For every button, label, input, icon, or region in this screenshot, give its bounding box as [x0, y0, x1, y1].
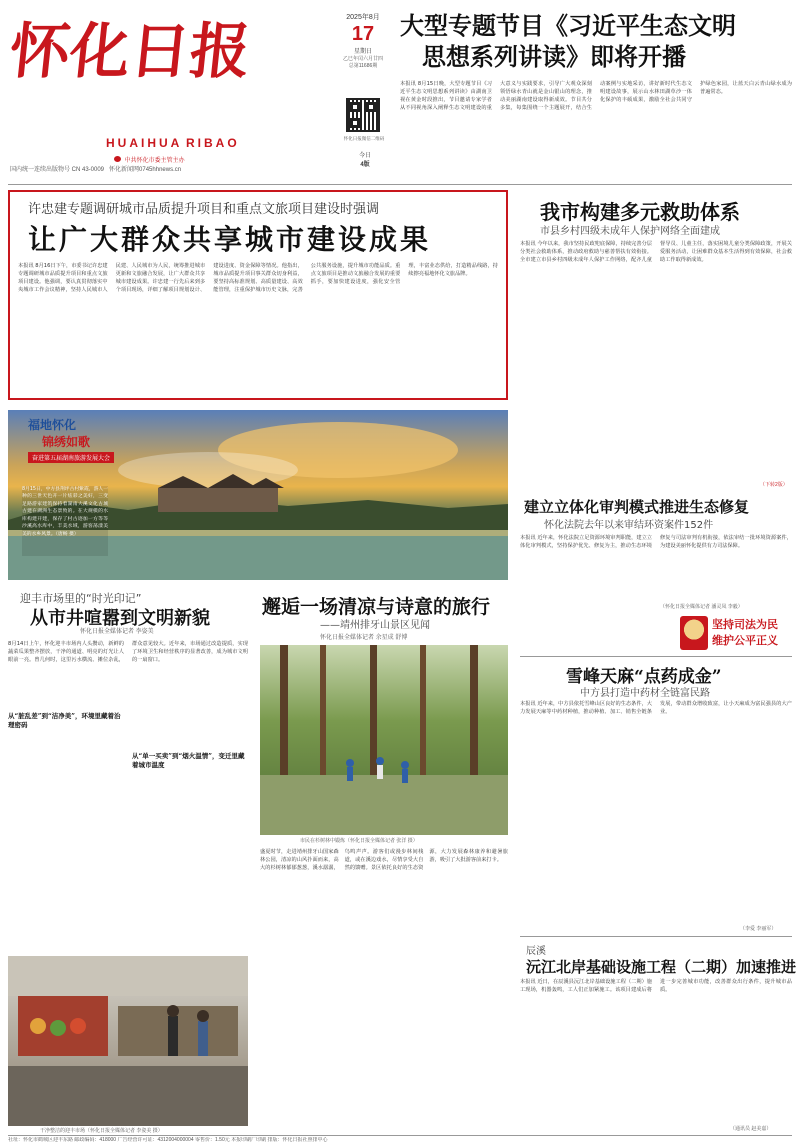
footer-rule — [8, 1135, 792, 1136]
market-title: 从市井喧嚣到文明新貌 — [30, 608, 210, 629]
lead-kicker: 许忠建专题调研城市品质提升项目和重点文旅项目建设时强调 — [28, 202, 380, 217]
chenxi-kicker: 辰溪 — [526, 946, 546, 957]
publisher-line: 中共怀化市委主管主办 — [114, 156, 185, 165]
medicine-body: 本报讯 近年来，中方县依托雪峰山区良好的生态条件，大力发展天麻等中药材种植，推动种植、加工、销售全链条发展，带动群众增收致富，让小天麻成为富民强县的大产业。 — [520, 701, 792, 716]
publisher-icon — [114, 156, 121, 162]
forest-illustration — [260, 645, 508, 835]
forest-photo — [260, 645, 508, 835]
court-byline: （怀化日报全媒体记者 潘灵凤 李毅） — [660, 604, 743, 610]
top-story-title-2: 思想系列讲读》即将开播 — [422, 42, 686, 72]
market-illustration — [8, 956, 248, 1126]
top-story-body: 本报讯 8月15日晚，大型专题节目《习近平生态文明思想系列讲读》由湖南卫视在黄金时段推出，节目邀请专家学者从不同视角深入阐释生态文明建设的重大意义与实践要求，引导广大观众深刻领悟绿水青山就是金山银山的理念，推动美丽湖南建设取得新成效。节目共分多集，每集围绕一个主题展开，结合生动案例与实地采访，讲好新时代生态文明建设故事，展示山水林田湖草沙一体化保护的丰硕成果，激励全社会共同守护绿色家园，让蓝天白云青山绿水成为普遍常态。 — [400, 81, 792, 112]
date-day: 17 — [351, 23, 375, 45]
market-kicker: 迎丰市场里的“时光印记” — [20, 592, 142, 605]
date-issue: 总第11686期 — [348, 63, 378, 69]
masthead-pinyin-left: HUAIHUA — [106, 136, 183, 150]
market-sub1: 从“脏乱差”到“洁净美”，环境里藏着治理密码 — [8, 712, 121, 730]
qr-caption: 怀化日报微信二维码 — [343, 136, 385, 141]
market-sub2: 从“单一买卖”到“烟火温情”，变迁里藏着城市温度 — [132, 752, 245, 770]
photo-caption: 8月15日，中方县荆坪古村紫霞，游人一种的三世天色开一片炫彩之美好，三变足路游家建筑保持着湖南大溪文化古城古建在湖洲生态景致的。在大规模的水库构建开建，保存了村古迹加一方等等沙溪高水库中，丰美水域，游客荡漾美美的水乡风景。（唐畅 摄） — [22, 486, 108, 556]
date-block — [338, 12, 388, 92]
market-byline: 怀化日报全媒体记者 李姿美 — [80, 629, 154, 635]
masthead-logo: 怀化日报 — [6, 17, 254, 87]
travel-body: 盛夏时节，走进靖州排牙山国家森林公园，清凉的山风扑面而来，高大的杉树林郁郁葱葱，溪水潺潺，鸟鸣声声。游客们或漫步林间栈道，或在溪边戏水，尽情享受大自然的馈赠。景区依托良好的生态资源，大力发展森林康养和避暑旅游，吸引了大批游客前来打卡。 — [260, 849, 508, 872]
masthead-pinyin-right: RIBAO — [186, 136, 240, 150]
divider — [520, 936, 792, 937]
date-lunar: 乙巳年闰六月廿四 — [342, 56, 383, 62]
today-box: 今日 4版 — [358, 153, 371, 168]
top-story — [400, 10, 792, 72]
medicine-subtitle: 中方县打造中药材全链富民路 — [580, 688, 710, 699]
medicine-byline: （李爱 李丽军） — [740, 926, 777, 932]
medicine-title: 雪峰天麻“点药成金” — [566, 667, 722, 687]
cn-line: 国内统一连续出版物号 CN 43-0009 怀化新闻网0745hhnews.cn — [10, 167, 182, 173]
court-emblem-icon — [680, 616, 708, 650]
qr-code — [346, 98, 380, 132]
chenxi-body: 本报讯 近日，在辰溪县沅江北岸基础设施工程（二期）施工现场，机器轰鸣，工人们正加紧施工。该项目建成后将进一步完善城市功能，改善群众出行条件，提升城市品质。 — [520, 979, 792, 994]
photo-banner: 福地怀化 锦绣如歌 奋进第五届湖南旅游发展大会 — [28, 416, 114, 463]
landscape-photo — [8, 410, 508, 580]
travel-subtitle: ——靖州排牙山景区见闻 — [320, 620, 430, 631]
travel-byline: 怀化日报全媒体记者 余星成 舒博 — [320, 635, 408, 641]
footer-text: 社址：怀化市鹤城区迎丰东路 邮政编码：418000 广告经营许可证：4312004000004 零售价：1.50元 本报印刷厂印刷 排版：怀化日报社照排中心 — [8, 1137, 328, 1143]
lead-body: 本报讯 8月16日下午，市委书记许忠建专题调研城市品质提升项目和重点文旅项目建设。他强调，要认真贯彻落实中央城市工作会议精神，坚持人民城市人民建、人民城市为人民，统筹推进城市更新和文旅融合发展，让广大群众共享城市建设成果。许忠建一行先后来到多个项目现场，详细了解项目规划设计、建设进度、资金保障等情况。他指出，城市品质提升项目事关群众切身利益，要坚持高标准规划、高质量建设、高效能管理，注重保护城市历史文脉，完善公共服务设施，提升城市功能品质。重点文旅项目是推动文旅融合发展的重要抓手，要加快建设进度，强化安全管理，丰富业态供给，打造精品线路，持续擦亮福地怀化文旅品牌。 — [18, 263, 498, 294]
rescue-subtitle: 市县乡村四级未成年人保护网络全面建成 — [540, 226, 720, 237]
market-photo — [8, 956, 248, 1126]
travel-photo-caption: 市民在杉树林中锻炼（怀化日报全媒体记者 张洋 摄） — [300, 838, 418, 844]
top-story-title-1: 大型专题节目《习近平生态文明 — [400, 11, 736, 40]
chenxi-title: 沅江北岸基础设施工程（二期）加速推进 — [526, 958, 797, 976]
market-body: 8月14日上午，怀化迎丰市场内人头攒动，新鲜的蔬菜瓜果整齐摆放，干净的通道、明亮的灯光让人眼前一亮。曾几何时，这里污水横流、摊位杂乱，群众意见较大。近年来，市场通过改造提质，实现了环境卫生和经营秩序的显著改善，成为城市文明的一扇窗口。 — [8, 641, 248, 664]
court-body: 本报讯 近年来，怀化法院立足资源环境审判职能，建立立体化审判模式，坚持保护优先、修复为主，推动生态环境修复与司法审判有机衔接，依法审结一批环境资源案件，为建设美丽怀化提供有力司法保障。 — [520, 535, 792, 550]
market-photo-caption: 干净整洁的迎丰市场（怀化日报全媒体记者 李姿美 摄） — [40, 1128, 163, 1134]
rescue-body: 本报讯 今年以来，我市坚持民政兜底保障，持续完善分层分类社会救助体系，推动政府救助与慈善帮扶有效衔接。全市建立市县乡村四级未成年人保护工作网络，配齐儿童督导员、儿童主任，落实困境儿童分类保障政策，开展关爱服务活动，让困难群众基本生活得到有效保障，社会救助工作取得新成效。 — [520, 241, 792, 264]
divider — [520, 656, 792, 657]
lead-story-box — [8, 190, 508, 400]
court-title: 建立立体化审判模式推进生态修复 — [524, 498, 750, 516]
court-subtitle: 怀化法院去年以来审结环资案件152件 — [544, 520, 714, 531]
rescue-continued: （下转2版） — [760, 482, 788, 488]
date-year-month: 2025年8月 — [346, 14, 380, 21]
lead-title: 让广大群众共享城市建设成果 — [28, 223, 432, 256]
chenxi-byline: （通讯员 赵美嘉） — [730, 1126, 772, 1132]
divider — [8, 184, 792, 185]
court-badge: 坚持司法为民 维护公平正义 — [680, 612, 792, 652]
travel-title: 邂逅一场清凉与诗意的旅行 — [262, 596, 491, 618]
rescue-title: 我市构建多元救助体系 — [540, 200, 740, 224]
date-weekday: 星期日 — [353, 49, 372, 55]
masthead — [6, 8, 260, 173]
